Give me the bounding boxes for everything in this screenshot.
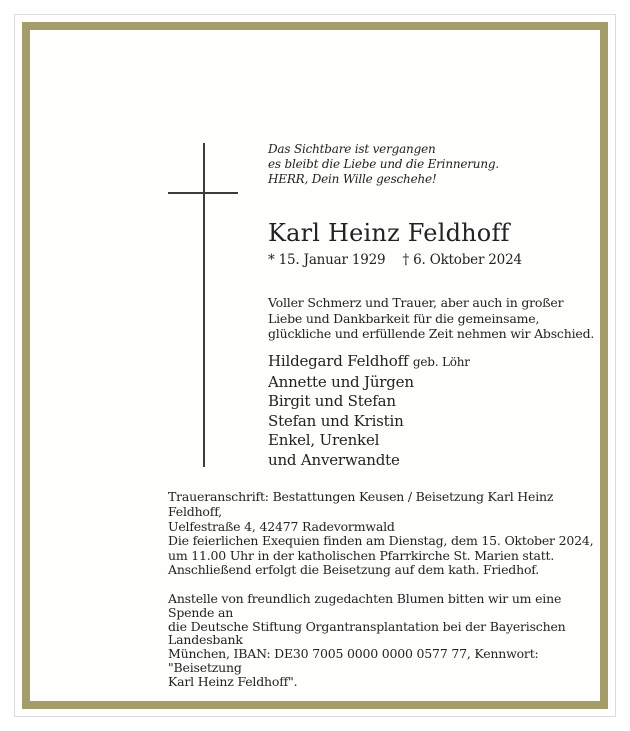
epigraph-verse	[268, 142, 499, 187]
cross-horizontal-bar	[168, 192, 238, 194]
list-item	[268, 352, 470, 373]
funeral-service-info	[168, 534, 593, 578]
epigraph-line: HERR, Dein Wille geschehe!	[268, 172, 437, 186]
donation-request	[168, 592, 600, 689]
epigraph-line: es bleibt die Liebe und die Erinnerung.	[268, 157, 499, 171]
address-line: Uelfestraße 4, 42477 Radevormwald	[168, 519, 395, 534]
deceased-name: Karl Heinz Feldhoff	[268, 219, 510, 247]
list-item: Stefan und Kristin	[268, 411, 404, 430]
donation-line: München, IBAN: DE30 7005 0000 0000 0577 77, Kennwort: "Beisetzung	[168, 646, 539, 675]
list-item: Birgit und Stefan	[268, 392, 396, 410]
widow-name: Hildegard Feldhoff	[268, 352, 409, 370]
donation-line: die Deutsche Stiftung Organtransplantation bei der Bayerischen Landesbank	[168, 618, 566, 648]
donation-line: Karl Heinz Feldhoff".	[168, 673, 298, 689]
donation-line: Anstelle von freundlich zugedachten Blumen bitten wir um eine Spende an	[168, 591, 562, 620]
gold-border-frame	[22, 22, 608, 709]
farewell-paragraph	[268, 295, 594, 342]
list-item: Enkel, Urenkel	[268, 431, 380, 449]
service-line: um 11.00 Uhr in der katholischen Pfarrkirche St. Marien statt.	[168, 547, 555, 563]
birth-date: * 15. Januar 1929	[268, 252, 386, 268]
service-line: Die feierlichen Exequien finden am Dienstag, dem 15. Oktober 2024,	[168, 533, 594, 548]
address-line: Traueranschrift: Bestattungen Keusen / Beisetzung Karl Heinz Feldhoff,	[168, 489, 554, 519]
list-item: Annette und Jürgen	[268, 372, 414, 391]
farewell-line: Voller Schmerz und Trauer, aber auch in großer	[268, 295, 564, 310]
condolence-address	[168, 489, 600, 534]
farewell-line: glückliche und erfüllende Zeit nehmen wir Abschied.	[268, 326, 595, 341]
epigraph-line: Das Sichtbare ist vergangen	[268, 142, 436, 156]
service-line: Anschließend erfolgt die Beisetzung auf dem kath. Friedhof.	[168, 562, 540, 577]
life-dates	[268, 252, 522, 268]
farewell-line: Liebe und Dankbarkeit für die gemeinsame,	[268, 310, 540, 326]
list-item: und Anverwandte	[268, 450, 400, 469]
mourners-list	[268, 352, 470, 470]
widow-maiden-name: geb. Löhr	[412, 355, 470, 369]
death-date: † 6. Oktober 2024	[402, 252, 522, 268]
